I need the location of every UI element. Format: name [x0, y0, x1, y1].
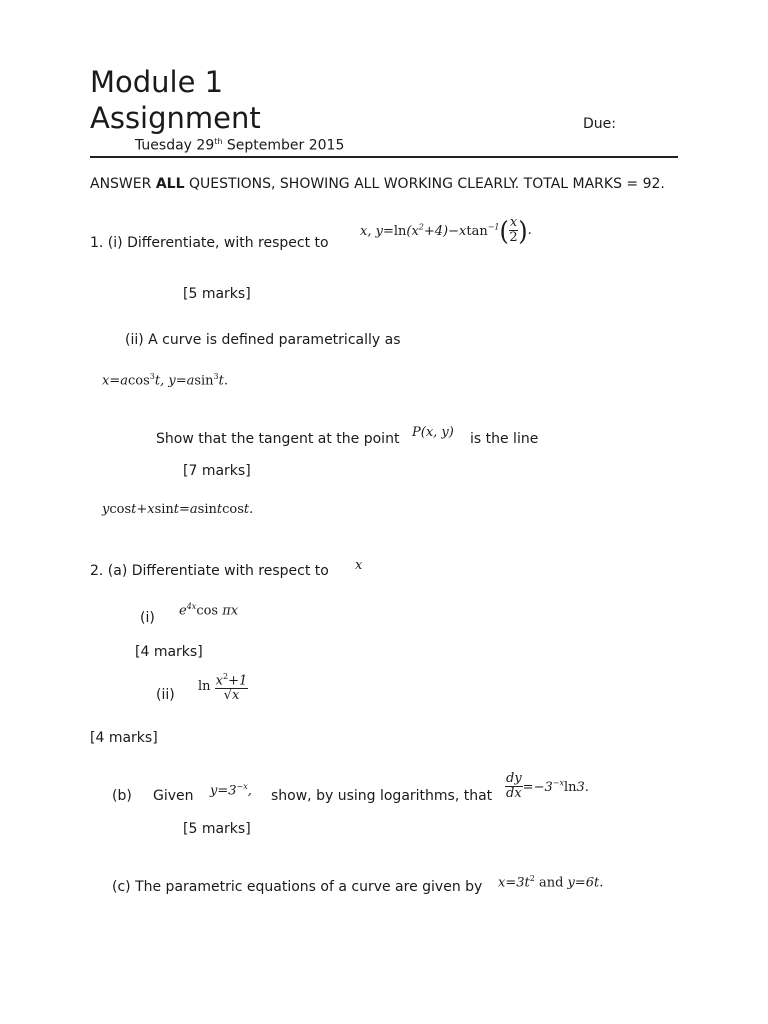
q2-i-label: (i) — [140, 610, 155, 626]
due-label: Due: — [583, 116, 616, 132]
q2-c-math: $x=3t^2$ and y=6t. — [498, 874, 604, 891]
instructions-part2: QUESTIONS, SHOWING ALL WORKING CLEARLY. TOTAL MARKS = 92. — [184, 176, 665, 192]
q2-ii-label: (ii) — [156, 687, 175, 703]
instructions-bold: ALL — [155, 176, 185, 192]
q2-a-var: x — [355, 558, 363, 573]
q2-b-label: (b) — [112, 788, 132, 804]
q2-b-result: $\frac{dy}{dx}$ $=-3^{-x}\ln 3$. — [506, 771, 589, 801]
q1-ii-math: x=acos$^3$t, y=asin$^3$t. — [102, 372, 228, 389]
q2-i-math: $e^{4x}\cos$ πx — [179, 602, 239, 619]
q2-b-marks: [5 marks] — [183, 821, 251, 837]
q1-ii-text: (ii) A curve is defined parametrically as — [125, 332, 401, 348]
q1-ii-marks: [7 marks] — [183, 463, 251, 479]
q1-i-math: x, $y=\ln(x^2+4)-xtan^{-1}$( $\frac{x}{2}$ ). — [360, 215, 532, 246]
due-month-year: September 2015 — [222, 137, 345, 154]
q2-ii-math: ln $\frac{x^2+1}{√x}$ — [198, 672, 248, 704]
instructions-part1: ANSWER — [90, 176, 156, 192]
instructions — [90, 176, 665, 192]
q2-i-marks: [4 marks] — [135, 644, 203, 660]
q1-is-line: is the line — [470, 431, 539, 447]
title-line-1: Module 1 — [90, 65, 224, 99]
due-day: Tuesday 29 — [135, 137, 215, 154]
q2-b-show: show, by using logarithms, that — [271, 788, 493, 804]
q1-point-math: P(x, y) — [412, 425, 454, 440]
q1-show-text: Show that the tangent at the point — [156, 431, 400, 447]
due-day-suffix: th — [214, 137, 223, 146]
q2-a-text: 2. (a) Differentiate with respect to — [90, 563, 329, 579]
q2-b-math: $y=3^{-x}$, — [210, 782, 252, 799]
q1-line-math: ycost+xsint=asintcost. — [102, 502, 254, 517]
q1-i-text: 1. (i) Differentiate, with respect to — [90, 235, 329, 251]
q2-b-given: Given — [153, 788, 194, 804]
q2-c-text: (c) The parametric equations of a curve are given by — [112, 879, 483, 895]
title-line-2: Assignment — [90, 101, 261, 135]
q2-ii-marks: [4 marks] — [90, 730, 158, 746]
header-rule — [90, 156, 678, 158]
q1-i-marks: [5 marks] — [183, 286, 251, 302]
due-date — [135, 137, 344, 154]
